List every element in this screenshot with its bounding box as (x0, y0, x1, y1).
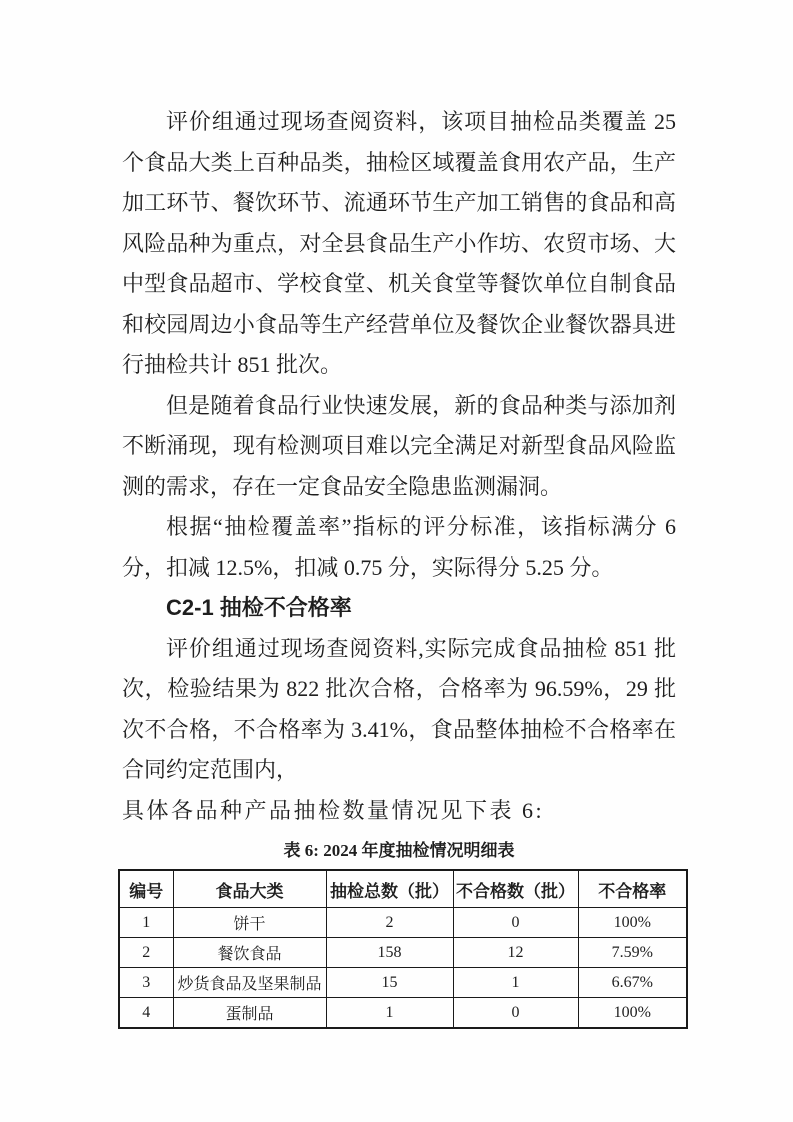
table-cell: 6.67% (578, 968, 687, 998)
column-header-total-batches: 抽检总数（批） (326, 870, 453, 908)
column-header-failed-batches: 不合格数（批） (453, 870, 578, 908)
paragraph-failure-rate: 评价组通过现场查阅资料,实际完成食品抽检 851 批次，检验结果为 822 批次合格，合格率为 96.59%，29 批次不合格，不合格率为 3.41%，食品整体抽检不合格率在合同约定范围内， (122, 635, 676, 782)
table-row (119, 908, 687, 938)
table-row (119, 938, 687, 968)
column-header-food-category: 食品大类 (173, 870, 326, 908)
table-cell: 餐饮食品 (173, 938, 326, 968)
table-cell: 3 (119, 968, 173, 998)
table-cell: 100% (578, 998, 687, 1029)
section-heading-c2-1: C2-1 抽检不合格率 (166, 595, 352, 620)
table-row (119, 998, 687, 1029)
paragraph-coverage-score: 根据“抽检覆盖率”指标的评分标准，该指标满分 6 分，扣减 12.5%，扣减 0.75 分，实际得分 5.25 分。 (122, 514, 676, 580)
table-cell: 100% (578, 908, 687, 938)
paragraph-table-intro: 具体各品种产品抽检数量情况见下表 6: (122, 797, 545, 823)
table-header-row (119, 870, 687, 908)
table-cell: 0 (453, 998, 578, 1029)
table-cell: 饼干 (173, 908, 326, 938)
table-cell: 7.59% (578, 938, 687, 968)
page-content (122, 102, 676, 1029)
table-cell: 15 (326, 968, 453, 998)
sampling-detail-table (118, 869, 688, 1029)
table-cell: 158 (326, 938, 453, 968)
paragraph-monitoring-gap: 但是随着食品行业快速发展，新的食品种类与添加剂不断涌现，现有检测项目难以完全满足对新型食品风险监测的需求，存在一定食品安全隐患监测漏洞。 (122, 392, 676, 499)
table-row (119, 968, 687, 998)
paragraph-sampling-coverage: 评价组通过现场查阅资料，该项目抽检品类覆盖 25 个食品大类上百种品类，抽检区域覆盖食用农产品，生产加工环节、餐饮环节、流通环节生产加工销售的食品和高风险品种为重点，对全县食品生产小作坊、农贸市场、大中型食品超市、学校食堂、机关食堂等餐饮单位自制食品和校园周边小食品等生产经营单位及餐饮企业餐饮器具进行抽检共计 851 批次。 (122, 109, 676, 377)
table-cell: 1 (326, 998, 453, 1029)
table-cell: 1 (453, 968, 578, 998)
table-cell: 12 (453, 938, 578, 968)
table-cell: 1 (119, 908, 173, 938)
table-cell: 2 (119, 938, 173, 968)
column-header-failure-rate: 不合格率 (578, 870, 687, 908)
table-cell: 炒货食品及坚果制品 (173, 968, 326, 998)
table-caption: 表 6: 2024 年度抽检情况明细表 (283, 841, 515, 860)
table-cell: 4 (119, 998, 173, 1029)
table-cell: 0 (453, 908, 578, 938)
table-cell: 2 (326, 908, 453, 938)
table-cell: 蛋制品 (173, 998, 326, 1029)
column-header-index: 编号 (119, 870, 173, 908)
